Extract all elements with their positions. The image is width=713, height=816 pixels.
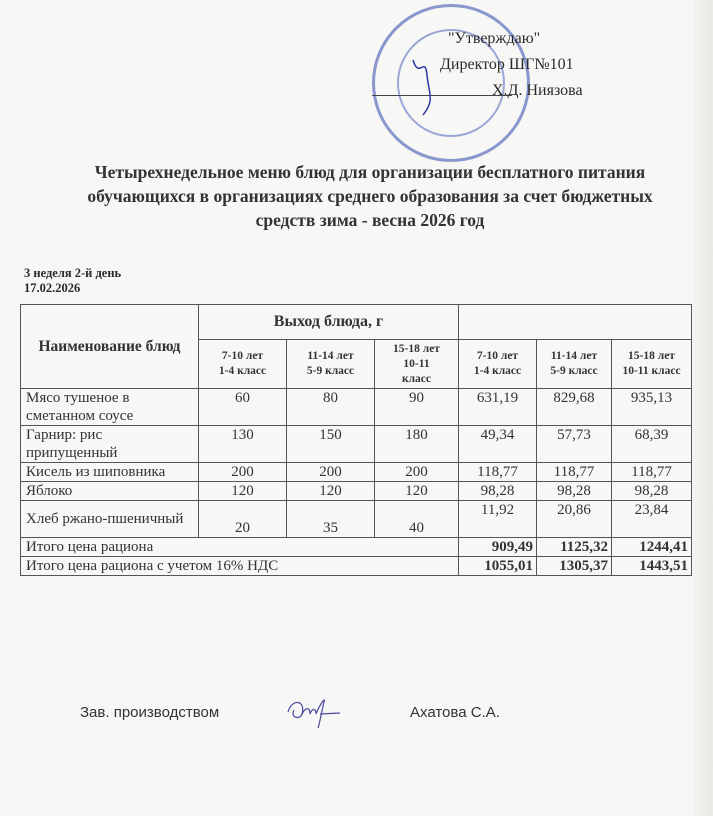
yield-15-18: 180	[375, 426, 459, 463]
yield-15-18: 200	[375, 463, 459, 482]
approval-signatory: Х.Д. Ниязова	[492, 82, 583, 99]
header-yield: Выход блюда, г	[199, 305, 459, 340]
dish-name: Яблоко	[21, 482, 199, 501]
total-vat-price-15-18: 1443,51	[612, 557, 692, 576]
price-11-14: 118,77	[537, 463, 612, 482]
dish-name: Кисель из шиповника	[21, 463, 199, 482]
yield-15-18: 90	[375, 389, 459, 426]
yield-7-10: 60	[199, 389, 287, 426]
yield-11-14: 35	[287, 501, 375, 538]
title-line-3: средств зима - весна 2026 год	[255, 210, 485, 230]
approval-position: Директор ШГ№101	[440, 56, 574, 73]
menu-meta	[24, 266, 121, 296]
title-line-2: обучающихся в организациях среднего образования за счет бюджетных	[87, 186, 653, 206]
total-vat-price-11-14: 1305,37	[537, 557, 612, 576]
footer-role: Зав. производством	[80, 704, 220, 721]
yield-7-10: 120	[199, 482, 287, 501]
price-7-10: 118,77	[459, 463, 537, 482]
yield-11-14: 150	[287, 426, 375, 463]
production-head-signature-icon	[284, 692, 344, 732]
subheader-yield-15-18: 15-18 лет 10-11 класс	[375, 340, 459, 389]
total-label: Итого цена рациона	[21, 538, 459, 557]
yield-15-18: 120	[375, 482, 459, 501]
price-11-14: 57,73	[537, 426, 612, 463]
menu-table	[20, 304, 692, 576]
price-11-14: 20,86	[537, 501, 612, 538]
total-vat-row	[21, 557, 692, 576]
footer-name: Ахатова С.А.	[410, 704, 500, 721]
price-15-18: 23,84	[612, 501, 692, 538]
yield-7-10: 200	[199, 463, 287, 482]
yield-15-18: 40	[375, 501, 459, 538]
price-15-18: 118,77	[612, 463, 692, 482]
document-title	[60, 160, 680, 232]
table-row	[21, 389, 692, 426]
dish-name: Гарнир: рис припущенный	[21, 426, 199, 463]
price-7-10: 98,28	[459, 482, 537, 501]
subheader-yield-7-10: 7-10 лет 1-4 класс	[199, 340, 287, 389]
price-15-18: 68,39	[612, 426, 692, 463]
price-15-18: 98,28	[612, 482, 692, 501]
dish-name: Хлеб ржано-пшеничный	[21, 501, 199, 538]
header-dish-name: Наименование блюд	[21, 305, 199, 389]
title-line-1: Четырехнедельное меню блюд для организации бесплатного питания	[94, 162, 646, 182]
subheader-price-7-10: 7-10 лет 1-4 класс	[459, 340, 537, 389]
approval-heading: "Утверждаю"	[448, 30, 541, 47]
yield-11-14: 80	[287, 389, 375, 426]
total-vat-label: Итого цена рациона с учетом 16% НДС	[21, 557, 459, 576]
price-7-10: 49,34	[459, 426, 537, 463]
price-11-14: 98,28	[537, 482, 612, 501]
table-row	[21, 426, 692, 463]
approval-block	[440, 26, 583, 104]
table-row	[21, 501, 692, 538]
total-price-11-14: 1125,32	[537, 538, 612, 557]
yield-7-10: 20	[199, 501, 287, 538]
total-price-15-18: 1244,41	[612, 538, 692, 557]
menu-date: 17.02.2026	[24, 281, 81, 295]
yield-7-10: 130	[199, 426, 287, 463]
table-header-row	[21, 305, 692, 340]
yield-11-14: 120	[287, 482, 375, 501]
table-row	[21, 482, 692, 501]
table-row	[21, 463, 692, 482]
total-vat-price-7-10: 1055,01	[459, 557, 537, 576]
week-day-label: 3 неделя 2-й день	[24, 266, 122, 280]
subheader-price-15-18: 15-18 лет 10-11 класс	[612, 340, 692, 389]
header-price	[459, 305, 692, 340]
price-11-14: 829,68	[537, 389, 612, 426]
total-price-7-10: 909,49	[459, 538, 537, 557]
dish-name: Мясо тушеное в сметанном соусе	[21, 389, 199, 426]
subheader-price-11-14: 11-14 лет 5-9 класс	[537, 340, 612, 389]
page-edge-shadow	[693, 0, 713, 816]
director-signature-icon	[405, 50, 445, 120]
price-7-10: 11,92	[459, 501, 537, 538]
price-7-10: 631,19	[459, 389, 537, 426]
subheader-yield-11-14: 11-14 лет 5-9 класс	[287, 340, 375, 389]
total-row	[21, 538, 692, 557]
yield-11-14: 200	[287, 463, 375, 482]
price-15-18: 935,13	[612, 389, 692, 426]
